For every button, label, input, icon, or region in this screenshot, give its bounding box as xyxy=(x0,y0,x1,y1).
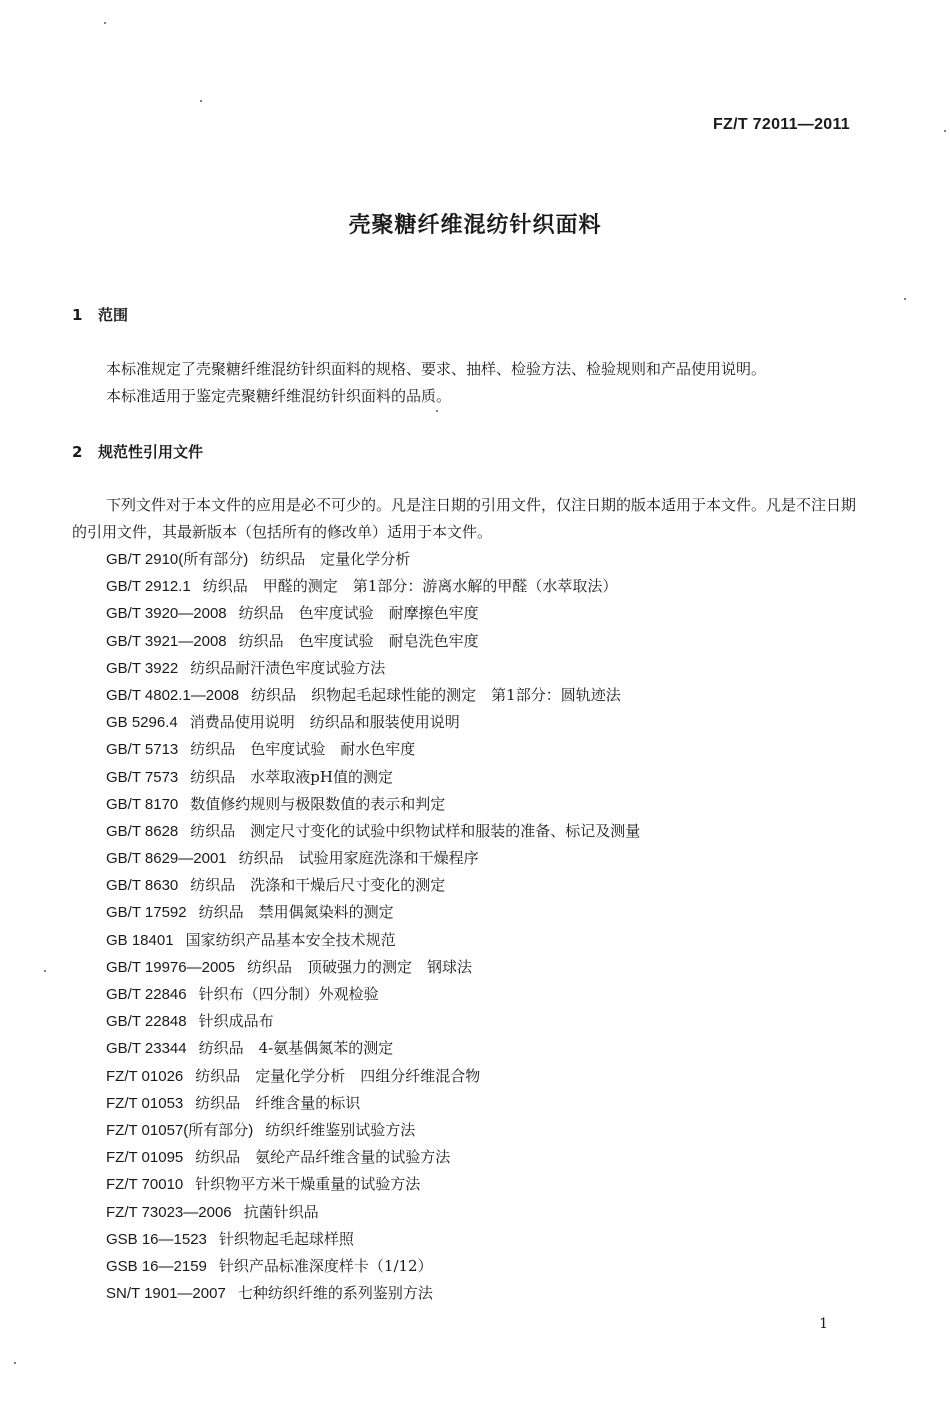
section-number: 2 xyxy=(72,443,83,461)
page-number: 1 xyxy=(819,1316,828,1332)
reference-title: 纺织纤维鉴别试验方法 xyxy=(265,1120,416,1139)
reference-item xyxy=(106,546,640,573)
reference-item xyxy=(106,791,640,818)
reference-item xyxy=(106,1253,640,1280)
reference-code: GB/T 23344 xyxy=(106,1040,187,1058)
reference-code: GB 18401 xyxy=(106,931,174,949)
reference-title: 抗菌针织品 xyxy=(243,1202,319,1221)
reference-title: 针织布（四分制）外观检验 xyxy=(198,985,379,1003)
reference-code: FZ/T 01053 xyxy=(106,1094,184,1112)
reference-code: FZ/T 73023—2006 xyxy=(106,1203,232,1221)
reference-code: GB/T 8629—2001 xyxy=(106,850,227,868)
reference-item xyxy=(106,655,640,682)
reference-title: 纺织品 试验用家庭洗涤和干燥程序 xyxy=(238,849,479,868)
reference-code: GB/T 2910(所有部分) xyxy=(106,551,249,568)
section-heading-normative-references xyxy=(72,441,203,462)
reference-title: 针织产品标准深度样卡（1/12） xyxy=(218,1256,433,1275)
section-title: 范围 xyxy=(98,306,129,324)
scan-speck xyxy=(436,410,438,412)
reference-title: 纺织品 氨纶产品纤维含量的试验方法 xyxy=(195,1148,451,1167)
reference-code: GB/T 3920—2008 xyxy=(106,605,227,623)
reference-title: 七种纺织纤维的系列鉴别方法 xyxy=(237,1284,433,1303)
reference-code: FZ/T 01057(所有部分) xyxy=(106,1121,254,1139)
reference-code: FZ/T 01095 xyxy=(106,1149,184,1167)
reference-title: 纺织品 定量化学分析 四组分纤维混合物 xyxy=(195,1066,481,1085)
reference-code: GB/T 8630 xyxy=(106,877,179,895)
reference-title: 纺织品 定量化学分析 xyxy=(260,550,411,568)
reference-item xyxy=(106,736,640,763)
reference-code: GB/T 17592 xyxy=(106,904,187,922)
reference-code: GSB 16—2159 xyxy=(106,1257,207,1275)
reference-item xyxy=(106,628,640,655)
reference-code: GSB 16—1523 xyxy=(106,1230,207,1248)
reference-title: 纺织品 织物起毛起球性能的测定 第1部分：圆轨迹法 xyxy=(251,685,621,704)
reference-item xyxy=(106,927,640,954)
scan-speck xyxy=(104,22,106,24)
reference-code: GB/T 2912.1 xyxy=(106,578,191,596)
reference-title: 纺织品 色牢度试验 耐水色牢度 xyxy=(190,740,416,759)
reference-title: 针织物平方米干燥重量的试验方法 xyxy=(195,1175,421,1194)
reference-item xyxy=(106,845,640,872)
reference-item xyxy=(106,1063,640,1090)
reference-item xyxy=(106,1117,640,1144)
reference-item xyxy=(106,600,640,627)
reference-code: GB/T 8170 xyxy=(106,795,179,813)
references-intro-paragraph: 下列文件对于本文件的应用是必不可少的。凡是注日期的引用文件，仅注日期的版本适用于本文件。凡是不注日期的引用文件，其最新版本（包括所有的修改单）适用于本文件。 xyxy=(72,496,857,541)
reference-item xyxy=(106,1035,640,1062)
reference-title: 纺织品 4-氨基偶氮苯的测定 xyxy=(198,1039,394,1058)
reference-title: 消费品使用说明 纺织品和服装使用说明 xyxy=(189,713,460,732)
reference-item xyxy=(106,764,640,791)
reference-item xyxy=(106,899,640,926)
reference-item xyxy=(106,1171,640,1198)
reference-code: GB/T 3922 xyxy=(106,659,179,677)
reference-code: GB/T 3921—2008 xyxy=(106,632,227,650)
scan-speck xyxy=(200,100,202,102)
reference-code: FZ/T 70010 xyxy=(106,1176,184,1194)
reference-title: 数值修约规则与极限数值的表示和判定 xyxy=(190,794,446,813)
reference-item xyxy=(106,981,640,1008)
reference-code: GB/T 22848 xyxy=(106,1013,187,1031)
reference-code: GB/T 7573 xyxy=(106,768,179,786)
reference-item xyxy=(106,954,640,981)
reference-code: GB/T 19976—2005 xyxy=(106,958,235,976)
reference-title: 纺织品耐汗渍色牢度试验方法 xyxy=(190,658,386,677)
scope-paragraph-2: 本标准适用于鉴定壳聚糖纤维混纺针织面料的品质。 xyxy=(106,387,452,405)
scan-speck xyxy=(14,1362,16,1364)
reference-item xyxy=(106,1226,640,1253)
reference-title: 纺织品 色牢度试验 耐皂洗色牢度 xyxy=(238,631,479,650)
reference-item xyxy=(106,1280,640,1307)
reference-code: FZ/T 01026 xyxy=(106,1067,184,1085)
reference-item xyxy=(106,1008,640,1035)
reference-item xyxy=(106,573,640,600)
reference-title: 纺织品 测定尺寸变化的试验中织物试样和服装的准备、标记及测量 xyxy=(190,821,641,840)
section-number: 1 xyxy=(72,306,83,324)
document-title: 壳聚糖纤维混纺针织面料 xyxy=(348,213,602,238)
reference-item xyxy=(106,872,640,899)
scan-speck xyxy=(904,298,906,300)
reference-item xyxy=(106,1199,640,1226)
reference-code: GB 5296.4 xyxy=(106,714,178,732)
scan-speck xyxy=(944,130,946,132)
reference-title: 针织物起毛起球样照 xyxy=(218,1229,354,1248)
reference-title: 纺织品 洗涤和干燥后尺寸变化的测定 xyxy=(190,876,446,895)
reference-code: GB/T 4802.1—2008 xyxy=(106,686,240,704)
scan-speck xyxy=(44,970,46,972)
reference-code: SN/T 1901—2007 xyxy=(106,1285,226,1303)
reference-title: 纺织品 纤维含量的标识 xyxy=(195,1093,361,1112)
section-heading-scope xyxy=(72,304,128,325)
scope-paragraph-1: 本标准规定了壳聚糖纤维混纺针织面料的规格、要求、抽样、检验方法、检验规则和产品使用说明。 xyxy=(106,360,767,378)
reference-item xyxy=(106,818,640,845)
reference-list xyxy=(106,546,640,1307)
reference-code: GB/T 5713 xyxy=(106,741,179,759)
reference-code: GB/T 22846 xyxy=(106,986,187,1003)
reference-item xyxy=(106,709,640,736)
reference-item xyxy=(106,682,640,709)
reference-item xyxy=(106,1090,640,1117)
reference-title: 纺织品 水萃取液pH值的测定 xyxy=(190,767,393,786)
reference-title: 纺织品 禁用偶氮染料的测定 xyxy=(198,903,394,922)
reference-code: GB/T 8628 xyxy=(106,822,179,840)
reference-title: 纺织品 色牢度试验 耐摩擦色牢度 xyxy=(238,604,479,623)
reference-title: 纺织品 顶破强力的测定 钢球法 xyxy=(246,957,472,976)
reference-title: 纺织品 甲醛的测定 第1部分：游离水解的甲醛（水萃取法） xyxy=(202,577,618,596)
reference-title: 国家纺织产品基本安全技术规范 xyxy=(185,930,396,949)
reference-item xyxy=(106,1144,640,1171)
standard-number: FZ/T 72011—2011 xyxy=(712,116,850,133)
reference-title: 针织成品布 xyxy=(198,1012,274,1031)
section-title: 规范性引用文件 xyxy=(98,443,204,461)
